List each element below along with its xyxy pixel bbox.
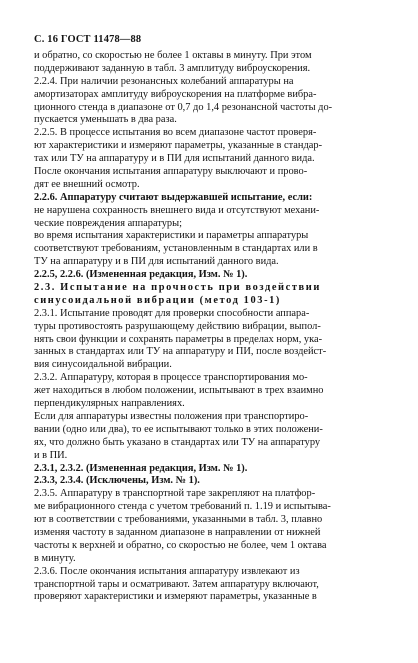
text-line: дят ее внешний осмотр. bbox=[34, 178, 140, 190]
text-line: проверяют характеристики и измеряют параметры, указанные в bbox=[34, 591, 317, 603]
text-line: во время испытания характеристики и параметры аппаратуры bbox=[34, 230, 309, 242]
text-line: амортизаторах амплитуду виброускорения на платформе вибра- bbox=[34, 88, 317, 100]
text-line: занных в стандартах или ТУ на аппаратуру и ПИ, после воздейст- bbox=[34, 346, 327, 358]
text-line: и обратно, со скоростью не более 1 октавы в минуту. При этом bbox=[34, 50, 312, 61]
text-line: вия синусоидальной вибрации. bbox=[34, 359, 172, 371]
text-line: 2.3.2. Аппаратуру, которая в процессе транспортирования мо- bbox=[34, 372, 308, 384]
text-line: частоты к верхней и обратно, со скоростью не более, чем 1 октава bbox=[34, 539, 327, 551]
text-line: транспортной тары и осматривают. Затем аппаратуру включают, bbox=[34, 578, 319, 590]
text-line: 2.2.5. В процессе испытания во всем диапазоне частот проверя- bbox=[34, 127, 317, 139]
text-line: 2.2.4. При наличии резонансных колебаний аппаратуры на bbox=[34, 75, 294, 87]
text-line: соответствуют требованиям, установленным в стандартах или в bbox=[34, 243, 318, 255]
text-line: ют характеристики и измеряют параметры, указанные в стандар- bbox=[34, 140, 323, 152]
text-line: туры противостоять разрушающему действию вибрации, выпол- bbox=[34, 320, 321, 332]
section-heading: 2.3. Испытание на прочность при воздействии bbox=[34, 282, 321, 294]
text-line: ют в соответствии с требованиями, указанными в табл. 3, плавно bbox=[34, 514, 323, 526]
document-body bbox=[34, 50, 400, 604]
text-line: ТУ на аппаратуру и в ПИ для испытаний данного вида. bbox=[34, 256, 279, 268]
text-line: 2.3.1. Испытание проводят для проверки способности аппара- bbox=[34, 307, 310, 319]
text-line: После окончания испытания аппаратуру выключают и прово- bbox=[34, 166, 308, 178]
text-line: 2.3.6. После окончания испытания аппаратуру извлекают из bbox=[34, 565, 300, 577]
text-line: 2.2.5, 2.2.6. (Измененная редакция, Изм. № 1). bbox=[34, 269, 248, 281]
text-line: перпендикулярных направлениях. bbox=[34, 398, 185, 410]
text-line: 2.3.3, 2.3.4. (Исключены, Изм. № 1). bbox=[34, 475, 200, 487]
text-line: изменяя частоту в заданном диапазоне в направлении от нижней bbox=[34, 526, 321, 538]
text-line: нять свои функции и сохранять параметры в пределах норм, ука- bbox=[34, 333, 323, 345]
text-line: ях, что должно быть указано в стандартах или ТУ на аппаратуру bbox=[34, 436, 321, 448]
text-line: 2.3.5. Аппаратуру в транспортной таре закрепляют на платфор- bbox=[34, 488, 316, 500]
text-line: 2.3.1, 2.3.2. (Измененная редакция, Изм. № 1). bbox=[34, 462, 248, 474]
text-line: вании (одно или два), то ее испытывают только в этих положени- bbox=[34, 423, 323, 435]
text-line: ционного стенда в диапазоне от 0,7 до 1,4 резонансной частоты до- bbox=[34, 101, 333, 113]
text-line: ческие повреждения аппаратуры; bbox=[34, 217, 182, 229]
text-line: поддерживают заданную в табл. 3 амплитуду виброускорения. bbox=[34, 62, 311, 74]
text-line: пускается уменьшать в два раза. bbox=[34, 114, 177, 126]
text-line: 2.2.6. Аппаратуру считают выдержавшей испытание, если: bbox=[34, 191, 313, 203]
page-header: С. 16 ГОСТ 11478—88 bbox=[34, 34, 142, 45]
text-line: не нарушена сохранность внешнего вида и отсутствуют механи- bbox=[34, 204, 320, 216]
text-line: ме вибрационного стенда с учетом требований п. 1.19 и испытыва- bbox=[34, 501, 331, 513]
text-line: тах или ТУ на аппаратуру и в ПИ для испытаний данного вида. bbox=[34, 153, 315, 165]
text-line: Если для аппаратуры известны положения при транспортиро- bbox=[34, 410, 309, 422]
text-line: в минуту. bbox=[34, 552, 76, 564]
text-line: жет находиться в любом положении, испытывают в трех взаимно bbox=[34, 385, 324, 397]
section-heading: синусоидальной вибрации (метод 103-1) bbox=[34, 294, 281, 306]
text-line: и в ПИ. bbox=[34, 449, 68, 461]
